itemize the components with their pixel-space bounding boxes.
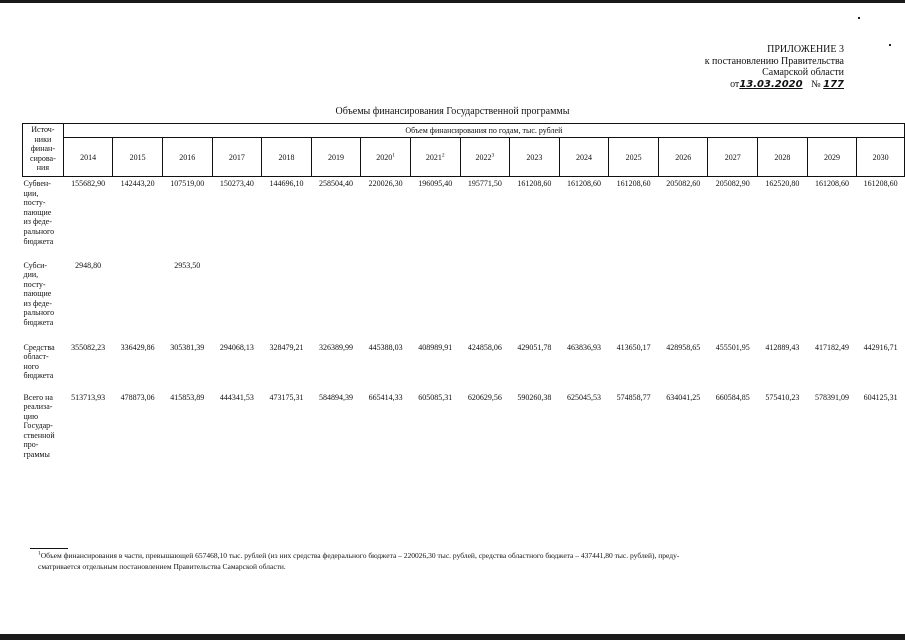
- table-cell: 604125,31: [863, 392, 898, 402]
- appendix-region: Самарской области: [762, 67, 844, 78]
- table-cell: [460, 259, 510, 341]
- table-cell: 150273,40: [219, 179, 254, 188]
- table-cell: 417182,49: [814, 342, 849, 352]
- year-label: 2024: [576, 152, 592, 162]
- table-cell: 413650,17: [616, 342, 651, 352]
- table-cell: 205082,90: [715, 179, 750, 188]
- row-label: Всего на реализа- цию Государ- ственной про- граммы: [23, 392, 55, 460]
- table-cell: 305381,39: [170, 342, 205, 352]
- table-cell: [212, 259, 262, 341]
- table-cell: 634041,25: [666, 392, 701, 402]
- scan-speck: [889, 44, 891, 46]
- footnote-separator: [30, 548, 68, 549]
- table-cell: 107519,00: [170, 179, 205, 188]
- year-header: [410, 138, 460, 177]
- table-cell: 620629,56: [467, 392, 502, 402]
- table-cell: [113, 259, 163, 341]
- year-label: 2016: [179, 152, 196, 162]
- table-cell: [410, 259, 460, 341]
- year-label: 2030: [872, 152, 889, 162]
- year-footnote-marker: 3: [491, 151, 495, 158]
- table-cell: [758, 259, 808, 341]
- table-cell: 660584,85: [715, 392, 750, 402]
- year-header: [658, 138, 708, 177]
- year-header: [708, 138, 758, 177]
- table-cell: 196095,40: [418, 179, 453, 188]
- footnote: [38, 550, 878, 572]
- year-label: 2025: [625, 152, 642, 162]
- table-cell: 155682,90: [71, 179, 106, 188]
- year-footnote-marker: 1: [392, 151, 395, 158]
- table-cell: 161208,60: [814, 179, 849, 188]
- table-cell: 2948,80: [75, 260, 102, 270]
- table-cell: 205082,60: [666, 179, 701, 188]
- table-cell: 2953,50: [174, 260, 201, 270]
- appendix-resolution: к постановлению Правительства: [704, 55, 844, 67]
- table-cell: 408989,91: [418, 342, 453, 352]
- table-cell: 575410,23: [765, 392, 800, 402]
- table-cell: 444341,53: [219, 392, 254, 402]
- row-label: Субвен- ции, посту- пающие из феде- рального бюджета: [23, 179, 55, 246]
- table-cell: 590260,38: [517, 392, 552, 402]
- table-cell: 412889,43: [765, 342, 800, 352]
- source-header: Источ- ники финан- сирова- ния: [23, 124, 64, 177]
- table-cell: [510, 259, 560, 341]
- table-cell: 161208,60: [517, 179, 552, 188]
- table-cell: 478873,06: [120, 392, 155, 402]
- table-row: [23, 177, 905, 259]
- year-header: [609, 138, 659, 177]
- table-cell: 415853,89: [170, 392, 205, 402]
- table-cell: 142443,20: [120, 179, 155, 188]
- year-header: [212, 138, 262, 177]
- bottom-border-line: [0, 634, 905, 640]
- financing-table: [22, 123, 905, 471]
- table-cell: [658, 259, 708, 341]
- year-label: 2026: [675, 152, 692, 162]
- table-cell: 429051,78: [517, 342, 552, 352]
- year-label: 2017: [228, 152, 245, 162]
- table-cell: 463836,93: [567, 342, 601, 352]
- appendix-date-line: [730, 79, 844, 91]
- top-border-line: [0, 0, 905, 3]
- table-cell: 355082,23: [71, 342, 106, 352]
- year-label: 2022: [475, 152, 492, 162]
- year-label: 2018: [278, 152, 295, 162]
- table-cell: 584894,39: [319, 392, 354, 402]
- year-label: 2023: [526, 152, 543, 162]
- year-label: 2019: [328, 152, 345, 162]
- date-prefix: от: [730, 78, 740, 90]
- table-cell: 442916,71: [863, 342, 898, 352]
- table-cell: 294068,13: [219, 342, 254, 352]
- table-cell: [559, 259, 609, 341]
- row-label: Субси- дии, посту- пающие из феде- рального бюджета: [23, 260, 55, 328]
- table-cell: 220026,30: [368, 179, 403, 188]
- year-header: [113, 138, 163, 177]
- table-cell: 161208,60: [863, 179, 898, 188]
- footnote-marker: 1: [38, 550, 41, 557]
- table-cell: [262, 259, 312, 341]
- year-label: 2027: [724, 152, 741, 162]
- year-header: [807, 138, 857, 177]
- table-cell: [857, 259, 905, 341]
- table-cell: [609, 259, 659, 341]
- year-header: [361, 138, 411, 177]
- table-cell: 574858,77: [616, 392, 651, 402]
- table-cell: 144696,10: [269, 179, 304, 188]
- year-label: 2021: [425, 152, 442, 162]
- document-title: Объемы финансирования Государственной программы: [335, 106, 570, 117]
- table-row: [23, 391, 905, 471]
- table-cell: 455501,95: [715, 342, 750, 352]
- footnote-text: Объем финансирования в части, превышающей 657468,10 тыс. рублей (из них средства федерального бюджета – 220026,30 тыс. рублей, средства областного бюджета – 437441,80 тыс. рублей), преду- сматривается отдельным постановлением Правительства Самарской области.: [38, 551, 680, 571]
- year-header: [63, 138, 113, 177]
- appendix-title: ПРИЛОЖЕНИЕ 3: [767, 44, 844, 55]
- table-cell: [708, 259, 758, 341]
- table-cell: [807, 259, 857, 341]
- year-header: [162, 138, 212, 177]
- table-cell: 326389,99: [319, 342, 354, 352]
- appendix-header: [705, 44, 844, 90]
- years-span-header: Объем финансирования по годам, тыс. рублей: [63, 124, 904, 138]
- handwritten-date: 13.03.2020: [739, 78, 803, 90]
- table-cell: 513713,93: [71, 392, 106, 402]
- table-row: [23, 341, 905, 391]
- table-cell: 445388,03: [368, 342, 403, 352]
- year-header: [559, 138, 609, 177]
- year-header: [311, 138, 361, 177]
- number-prefix: №: [811, 78, 821, 90]
- table-cell: 162520,80: [765, 179, 800, 188]
- handwritten-number: 177: [823, 78, 844, 90]
- table-cell: 161208,60: [567, 179, 601, 188]
- row-label: Средства област- ного бюджета: [23, 342, 55, 381]
- table-cell: 328479,21: [269, 342, 304, 352]
- scan-speck: [858, 17, 860, 19]
- table-cell: 161208,60: [616, 179, 651, 188]
- year-footnote-marker: 2: [441, 151, 445, 158]
- table-cell: 258504,40: [319, 179, 354, 188]
- table-row: [23, 259, 905, 341]
- table-cell: 195771,50: [467, 179, 502, 188]
- year-label: 2014: [80, 152, 97, 162]
- table-cell: 665414,33: [368, 392, 403, 402]
- table-cell: [361, 259, 411, 341]
- table-cell: 605085,31: [418, 392, 453, 402]
- year-header: [758, 138, 808, 177]
- table-cell: 428958,65: [666, 342, 701, 352]
- year-label: 2015: [129, 152, 146, 162]
- year-label: 2028: [774, 152, 791, 162]
- table-cell: 578391,09: [814, 392, 849, 402]
- year-header: [510, 138, 560, 177]
- year-label: 2029: [823, 152, 840, 162]
- year-header: [460, 138, 510, 177]
- year-label: 2020: [376, 152, 393, 162]
- table-cell: 424858,06: [467, 342, 502, 352]
- year-header: [857, 138, 905, 177]
- table-cell: 336429,86: [120, 342, 155, 352]
- table-cell: 625045,53: [567, 392, 601, 402]
- table-cell: 473175,31: [269, 392, 304, 402]
- table-cell: [311, 259, 361, 341]
- year-header: [262, 138, 312, 177]
